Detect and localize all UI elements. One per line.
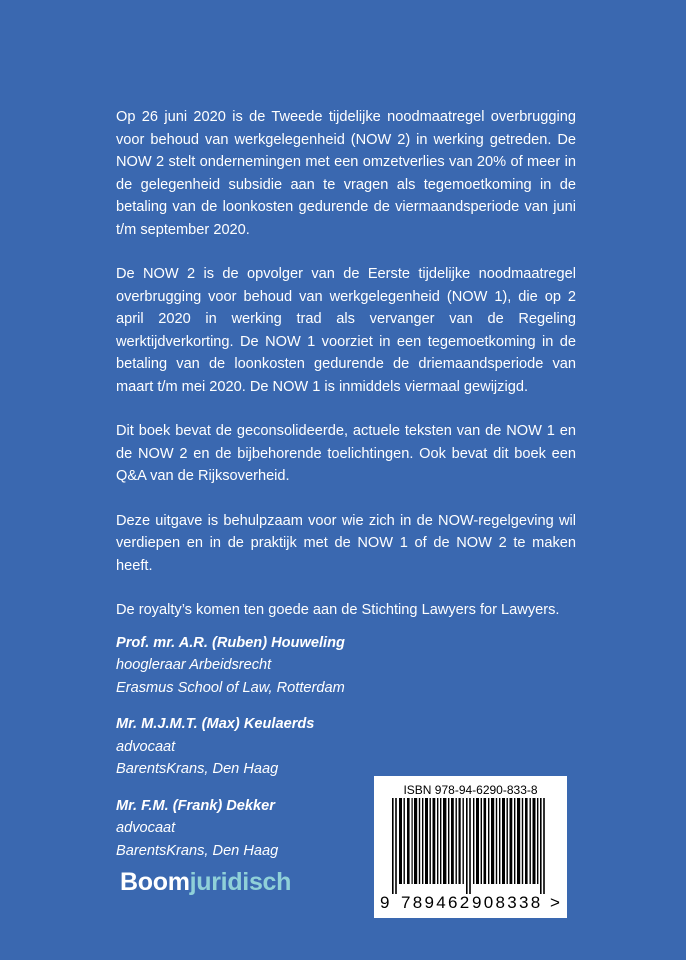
isbn-label: ISBN 978-94-6290-833-8 (403, 783, 538, 797)
barcode-icon (392, 798, 550, 894)
author-name: Prof. mr. A.R. (Ruben) Houweling (116, 634, 345, 651)
isbn-barcode-box (374, 776, 567, 918)
blurb-paragraph-1: Op 26 juni 2020 is de Tweede tijdelijke noodmaatregel overbrugging voor behoud van werkgelegenheid (NOW 2) in werking getreden. De NOW 2 stelt ondernemingen met een omzetverlies van 20% of meer in de gelegenheid subsidie aan te vragen als tegemoetkoming in de betaling van de loonkosten gedurende de viermaandsperiode van juni t/m september 2020. (116, 109, 576, 238)
author-affiliation: BarentsKrans, Den Haag (116, 761, 279, 777)
author-2 (116, 713, 576, 781)
isbn-digit-first: 9 (380, 893, 390, 912)
author-role: advocaat (116, 738, 176, 755)
author-affiliation: BarentsKrans, Den Haag (116, 842, 279, 859)
author-name: Mr. F.M. (Frank) Dekker (116, 797, 275, 814)
back-cover-text (116, 106, 576, 876)
author-name: Mr. M.J.M.T. (Max) Keulaerds (116, 716, 315, 732)
isbn-arrow: > (550, 893, 560, 912)
blurb-paragraph-3: Dit boek bevat de geconsolideerde, actuele teksten van de NOW 1 en de NOW 2 en de bijbehorende toelichtingen. Ook bevat dit boek een Q&A van de Rijksoverheid. (116, 423, 576, 484)
isbn-digits-group-2: 908338 (472, 893, 543, 912)
author-role: hoogleraar Arbeidsrecht (116, 657, 272, 673)
blurb-paragraph-4: Deze uitgave is behulpzaam voor wie zich in de NOW-regelgeving wil verdiepen en in de praktijk met de NOW 1 of de NOW 2 te maken heeft. (116, 512, 576, 574)
author-affiliation: Erasmus School of Law, Rotterdam (116, 679, 345, 696)
publisher-logo (120, 868, 291, 897)
isbn-digits-group-1: 789462 (401, 893, 472, 912)
logo-boom: Boom (120, 868, 190, 896)
royalty-note: De royalty’s komen ten goede aan de Stichting Lawyers for Lawyers. (116, 602, 560, 618)
author-1 (116, 632, 576, 700)
blurb-paragraph-2: De NOW 2 is de opvolger van de Eerste tijdelijke noodmaatregel overbrugging voor behoud van werkgelegenheid (NOW 1), die op 2 april 2020 in werking trad als vervanger van de Regeling werktijdverkorting. De NOW 1 voorziet in een tegemoetkoming in de betaling van de loonkosten gedurende de driemaandsperiode van maart t/m mei 2020. De NOW 1 is inmiddels viermaal gewijzigd. (116, 266, 576, 395)
logo-juridisch: juridisch (189, 868, 292, 896)
author-role: advocaat (116, 820, 176, 836)
